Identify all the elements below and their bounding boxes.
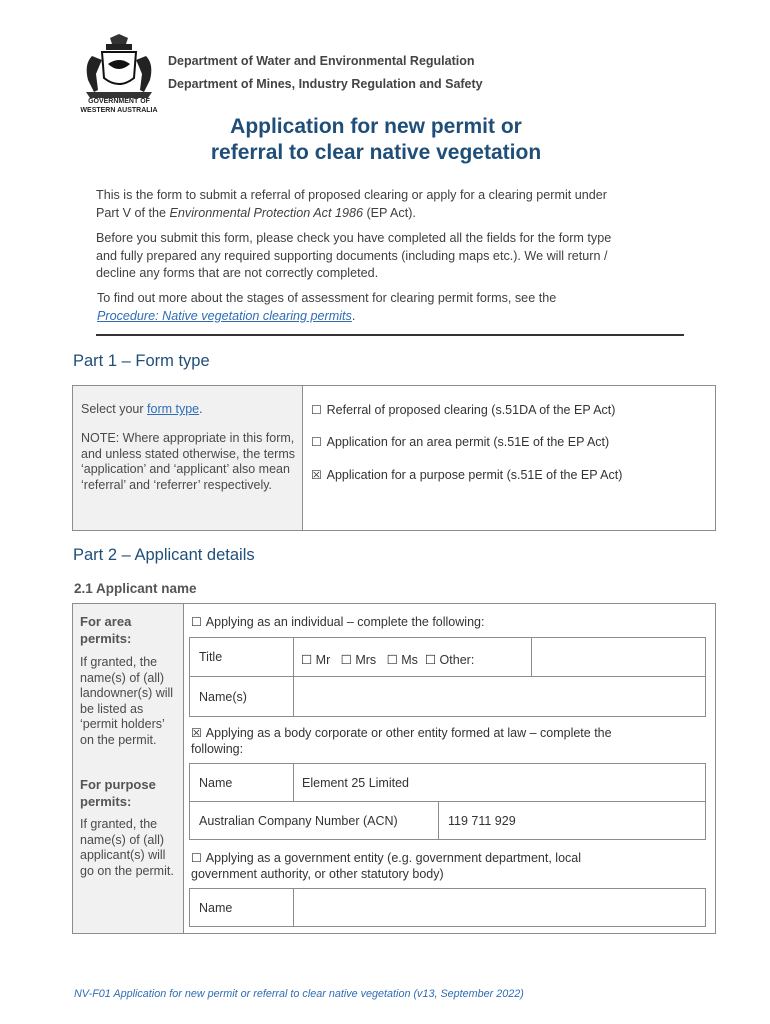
intro-paragraph-3 [97, 290, 697, 325]
individual-option[interactable] [191, 615, 484, 629]
section-divider [96, 334, 684, 336]
acn-field[interactable]: 119 711 929 [448, 814, 516, 828]
form-type-link[interactable]: form type [147, 402, 200, 416]
checkbox-icon[interactable]: ☐ [191, 615, 202, 629]
body-corporate-option[interactable] [191, 725, 691, 757]
coat-of-arms-icon [72, 34, 166, 100]
act-name: Environmental Protection Act 1986 [169, 205, 363, 220]
title-label: Title [199, 650, 223, 664]
procedure-link[interactable]: Procedure: Native vegetation clearing permits [97, 308, 352, 323]
area-permits-text: If granted, the name(s) of (all) landowner(s) will be listed as ‘permit holders’ on the permit. [80, 655, 174, 747]
intro-p2-line3: decline any forms that are not correctly completed. [96, 266, 379, 280]
checkbox-icon[interactable]: ☐ [311, 435, 322, 449]
intro-p1-line1: This is the form to submit a referral of proposed clearing or apply for a clearing permit under [96, 188, 607, 202]
checked-checkbox-icon[interactable]: ☒ [311, 468, 322, 482]
government-name-field[interactable] [294, 889, 705, 926]
select-pre: Select your [81, 402, 148, 416]
government-line1 [191, 850, 691, 866]
crest-label-line1: GOVERNMENT OF [88, 98, 150, 105]
intro-paragraph-2 [96, 230, 696, 283]
intro-p2-line2: and fully prepared any required supporting documents (including maps etc.). We will return / [96, 248, 608, 263]
government-fields [189, 888, 706, 927]
applicant-name-subheading: 2.1 Applicant name [74, 581, 197, 596]
government-label: Applying as a government entity (e.g. government department, local [205, 851, 582, 865]
government-name-label: Name [199, 901, 233, 915]
option-referral-label: Referral of proposed clearing (s.51DA of the EP Act) [326, 403, 616, 417]
column-divider [293, 764, 294, 801]
form-type-table [72, 385, 716, 531]
individual-option-label: Applying as an individual – complete the following: [205, 615, 485, 629]
intro-p2-line1: Before you submit this form, please check you have completed all the fields for the form type [96, 231, 612, 245]
entity-name-field[interactable]: Element 25 Limited [302, 776, 410, 790]
intro-p1-line2 [96, 205, 696, 223]
row-divider [190, 801, 705, 802]
part2-heading: Part 2 – Applicant details [73, 546, 255, 564]
intro-p1-post: (EP Act). [362, 205, 416, 220]
intro-p3-end: . [351, 308, 356, 323]
body-corporate-line1 [191, 725, 691, 741]
title-options[interactable]: ☐ Mr ☐ Mrs ☐ Ms ☐ Other: [301, 653, 475, 667]
area-permits-title: For area permits: [80, 614, 132, 646]
option-area-permit[interactable] [311, 434, 609, 449]
form-type-label-cell [73, 386, 303, 530]
title-other-field[interactable] [532, 638, 705, 676]
checkbox-icon[interactable]: ☐ [311, 403, 322, 417]
wa-government-crest [72, 34, 166, 118]
page-title-line2: referral to clear native vegetation [210, 141, 542, 164]
department-name-2: Department of Mines, Industry Regulation and Safety [168, 77, 483, 91]
select-post: . [199, 402, 203, 416]
purpose-permits-title: For purpose permits: [80, 777, 156, 809]
form-type-instruction [81, 402, 296, 418]
document-footer: NV-F01 Application for new permit or referral to clear native vegetation (v13, September 2022) [74, 988, 524, 1000]
government-label-cont: government authority, or other statutory body) [191, 867, 444, 881]
applicant-guidance-cell [73, 604, 184, 933]
option-area-permit-label: Application for an area permit (s.51E of the EP Act) [326, 435, 610, 449]
body-corporate-label-cont: following: [191, 742, 244, 756]
option-purpose-permit-label: Application for a purpose permit (s.51E of the EP Act) [326, 468, 623, 482]
government-option[interactable] [191, 850, 691, 882]
checkbox-icon[interactable]: ☐ [191, 851, 202, 865]
intro-p3-line1: To find out more about the stages of assessment for clearing permit forms, see the [97, 291, 557, 305]
option-referral[interactable] [311, 402, 615, 417]
names-field[interactable] [294, 677, 705, 716]
individual-fields [189, 637, 706, 717]
intro-p3-line2 [97, 308, 697, 326]
acn-label: Australian Company Number (ACN) [199, 814, 398, 828]
entity-name-label: Name [199, 776, 233, 790]
option-purpose-permit[interactable] [311, 467, 622, 482]
column-divider [438, 801, 439, 839]
intro-p1-pre: Part V of the [96, 205, 170, 220]
body-corporate-label: Applying as a body corporate or other entity formed at law – complete the [205, 726, 612, 740]
applicant-table [72, 603, 716, 934]
purpose-permits-text: If granted, the name(s) of (all) applicant(s) will go on the permit. [80, 817, 174, 878]
body-corporate-fields [189, 763, 706, 840]
department-name-1: Department of Water and Environmental Regulation [168, 54, 475, 68]
intro-paragraph-1 [96, 187, 696, 222]
form-type-note: NOTE: Where appropriate in this form, and unless stated otherwise, the terms ‘application’ and ‘applicant’ also mean ‘referral’ and ‘referrer’ respectively. [81, 431, 296, 492]
page-title-line1: Application for new permit or [230, 115, 522, 138]
checked-checkbox-icon[interactable]: ☒ [191, 726, 202, 740]
crest-label-line2: WESTERN AUSTRALIA [80, 107, 158, 114]
part1-heading: Part 1 – Form type [73, 352, 210, 370]
names-label: Name(s) [199, 690, 247, 704]
